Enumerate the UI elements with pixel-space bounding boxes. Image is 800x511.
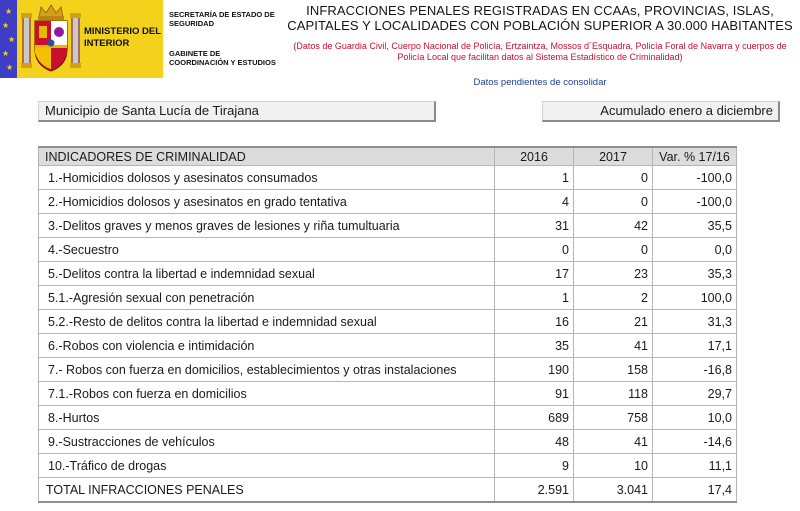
value-2017: 0	[574, 190, 653, 214]
indicator-label: 6.-Robos con violencia e intimidación	[39, 334, 495, 358]
value-2017: 21	[574, 310, 653, 334]
indicator-label: 10.-Tráfico de drogas	[39, 454, 495, 478]
cabinet-name: GABINETE DE COORDINACIÓN Y ESTUDIOS	[169, 49, 276, 67]
variation-percent: -16,8	[653, 358, 737, 382]
variation-percent: 35,3	[653, 262, 737, 286]
value-2016: 17	[495, 262, 574, 286]
secretariat-block	[163, 0, 280, 78]
table-row	[39, 214, 737, 238]
column-header-2017: 2017	[574, 147, 653, 166]
value-2017: 41	[574, 334, 653, 358]
coat-of-arms-icon	[21, 3, 81, 75]
report-title: INFRACCIONES PENALES REGISTRADAS EN CCAAs, PROVINCIAS, ISLAS, CAPITALES Y LOCALIDADES CON POBLACIÓN SUPERIOR A 30.000 HABITANTES	[287, 3, 793, 33]
ministry-name: MINISTERIO DEL INTERIOR	[84, 26, 161, 49]
variation-percent: 35,5	[653, 214, 737, 238]
total-row	[39, 478, 737, 503]
table-row	[39, 454, 737, 478]
table-row	[39, 382, 737, 406]
value-2017: 2	[574, 286, 653, 310]
table-row	[39, 238, 737, 262]
table-row	[39, 334, 737, 358]
secretariat-name: SECRETARÍA DE ESTADO DE SEGURIDAD	[169, 10, 275, 28]
value-2017: 158	[574, 358, 653, 382]
variation-percent: 100,0	[653, 286, 737, 310]
indicator-label: 2.-Homicidios dolosos y asesinatos en grado tentativa	[39, 190, 495, 214]
value-2016: 190	[495, 358, 574, 382]
value-2016: 35	[495, 334, 574, 358]
eu-flag-icon: ★ ★ ★ ★ ★	[0, 0, 17, 78]
variation-percent: 10,0	[653, 406, 737, 430]
value-2016: 48	[495, 430, 574, 454]
period-selector[interactable]: Acumulado enero a diciembre	[542, 101, 780, 122]
variation-percent: 17,1	[653, 334, 737, 358]
total-2017: 3.041	[574, 478, 653, 503]
column-header-indicator: INDICADORES DE CRIMINALIDAD	[39, 147, 495, 166]
indicator-label: 1.-Homicidios dolosos y asesinatos consumados	[39, 166, 495, 190]
value-2016: 1	[495, 286, 574, 310]
indicator-label: 5.-Delitos contra la libertad e indemnidad sexual	[39, 262, 495, 286]
ministry-logo	[0, 0, 163, 78]
total-variation: 17,4	[653, 478, 737, 503]
variation-percent: -100,0	[653, 166, 737, 190]
indicator-label: 3.-Delitos graves y menos graves de lesiones y riña tumultuaria	[39, 214, 495, 238]
table-row	[39, 286, 737, 310]
column-header-2016: 2016	[495, 147, 574, 166]
column-header-variation: Var. % 17/16	[653, 147, 737, 166]
variation-percent: -100,0	[653, 190, 737, 214]
report-subtitle: (Datos de Guardia Civil, Cuerpo Nacional de Policía, Ertzaintza, Mossos d´Esquadra, Policía Foral de Navarra y cuerpos de Policía Local que facilitan datos al Sistema Estadístico de Criminalidad)	[293, 41, 787, 62]
table-row	[39, 262, 737, 286]
indicator-label: 4.-Secuestro	[39, 238, 495, 262]
indicator-label: 7.- Robos con fuerza en domicilios, establecimientos y otras instalaciones	[39, 358, 495, 382]
indicator-label: 8.-Hurtos	[39, 406, 495, 430]
total-label: TOTAL INFRACCIONES PENALES	[39, 478, 495, 503]
value-2016: 16	[495, 310, 574, 334]
table-row	[39, 430, 737, 454]
indicator-label: 5.1.-Agresión sexual con penetración	[39, 286, 495, 310]
value-2016: 31	[495, 214, 574, 238]
value-2017: 42	[574, 214, 653, 238]
value-2016: 689	[495, 406, 574, 430]
variation-percent: -14,6	[653, 430, 737, 454]
crime-indicators-table	[38, 146, 737, 503]
total-2016: 2.591	[495, 478, 574, 503]
indicator-label: 7.1.-Robos con fuerza en domicilios	[39, 382, 495, 406]
value-2016: 4	[495, 190, 574, 214]
pending-data-note: Datos pendientes de consolidar	[473, 77, 607, 88]
municipality-selector[interactable]: Municipio de Santa Lucía de Tirajana	[38, 101, 436, 122]
value-2016: 9	[495, 454, 574, 478]
table-row	[39, 190, 737, 214]
variation-percent: 29,7	[653, 382, 737, 406]
value-2017: 23	[574, 262, 653, 286]
value-2017: 0	[574, 166, 653, 190]
value-2017: 118	[574, 382, 653, 406]
value-2017: 10	[574, 454, 653, 478]
value-2017: 0	[574, 238, 653, 262]
indicator-label: 5.2.-Resto de delitos contra la libertad e indemnidad sexual	[39, 310, 495, 334]
variation-percent: 11,1	[653, 454, 737, 478]
indicator-label: 9.-Sustracciones de vehículos	[39, 430, 495, 454]
table-row	[39, 310, 737, 334]
value-2016: 91	[495, 382, 574, 406]
value-2016: 1	[495, 166, 574, 190]
variation-percent: 31,3	[653, 310, 737, 334]
table-row	[39, 166, 737, 190]
table-row	[39, 406, 737, 430]
value-2017: 41	[574, 430, 653, 454]
table-header-row	[39, 147, 737, 166]
value-2016: 0	[495, 238, 574, 262]
value-2017: 758	[574, 406, 653, 430]
variation-percent: 0,0	[653, 238, 737, 262]
table-row	[39, 358, 737, 382]
